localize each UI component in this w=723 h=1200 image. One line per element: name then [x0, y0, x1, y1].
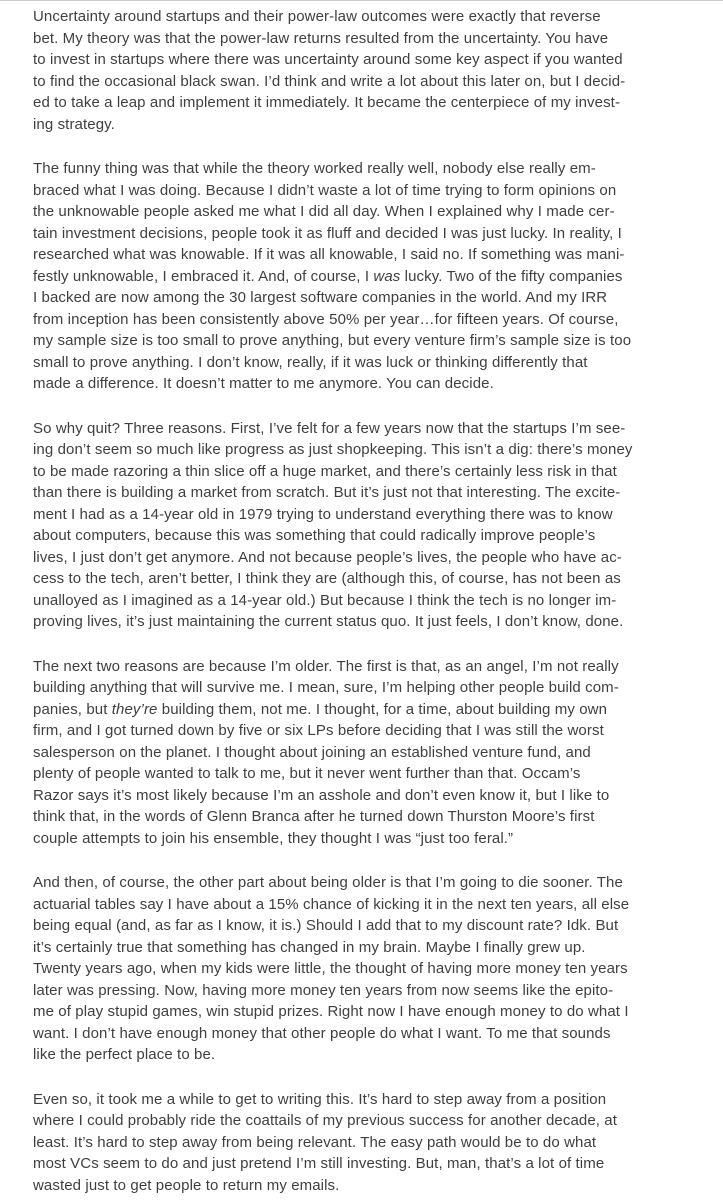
text-line: researched what was knowable. If it was all knowable, I said no. If something was mani-: [33, 246, 625, 263]
text-line: The funny thing was that while the theory worked really well, nobody else really em-: [33, 160, 596, 177]
text-line: from inception has been consistently above 50% per year…for fifteen years. Of course,: [33, 310, 619, 328]
text-line: small to prove anything. I don’t know, really, if it was luck or thinking differently that: [33, 353, 588, 371]
text-line: I backed are now among the 30 largest software companies in the world. And my IRR: [33, 289, 608, 306]
text-line: my sample size is too small to prove anything, but every venture firm’s sample size is too: [33, 332, 632, 349]
text-line: me of play stupid games, win stupid prizes. Right now I have enough money to do what I: [33, 1003, 629, 1020]
text-line: ing don’t seem so much like progress as just shopkeeping. This isn’t a dig: there’s money: [33, 441, 633, 458]
text-line: [33, 266, 703, 288]
text-line: building anything that will survive me. I mean, sure, I’m helping other people build com-: [33, 679, 619, 696]
text-segment: lucky. Two of the fifty companies: [400, 267, 623, 285]
text-line: cess to the tech, aren’t better, I think they are (although this, of course, has not been as: [33, 570, 621, 587]
text-line: plenty of people wanted to talk to me, but it never went further than that. Occam’s: [33, 765, 581, 782]
text-line: think that, in the words of Glenn Branca after he turned down Thurston Moore’s first: [33, 808, 595, 825]
text-line: proving lives, it’s just maintaining the current status quo. It just feels, I don’t know, done.: [33, 613, 624, 630]
text-line: salesperson on the planet. I thought about joining an established venture fund, and: [33, 743, 591, 761]
text-line: want. I don’t have enough money that other people do what I want. To me that sounds: [33, 1024, 611, 1042]
text-line: And then, of course, the other part about being older is that I’m going to die sooner. The: [33, 874, 623, 891]
italic-text: they’re: [111, 700, 158, 718]
article-body: [0, 1, 723, 1196]
text-line: least. It’s hard to step away from being relevant. The easy path would be to do what: [33, 1133, 597, 1151]
text-line: it’s certainly true that something has changed in my brain. Maybe I finally grew up.: [33, 938, 586, 956]
text-line: made a difference. It doesn’t matter to me anymore. You can decide.: [33, 375, 494, 392]
text-line: firm, and I got turned down by five or six LPs before deciding that I was still the worst: [33, 722, 604, 739]
text-line: lives, I just don’t get anymore. And not because people’s lives, the people who have ac-: [33, 548, 622, 566]
paragraph: [33, 418, 703, 633]
paragraph: [33, 158, 703, 395]
text-line: wasted just to get people to return my emails.: [33, 1176, 340, 1194]
paragraph: [33, 872, 703, 1066]
text-line: bet. My theory was that the power-law returns resulted from the uncertainty. You have: [33, 29, 609, 47]
text-line: where I could probably ride the coattails of my previous success for another decade, at: [33, 1112, 618, 1129]
text-line: Uncertainty around startups and their power-law outcomes were exactly that reverse: [33, 8, 601, 25]
text-line: than there is building a market from scratch. But it’s just not that interesting. The excite-: [33, 484, 621, 501]
text-line: like the perfect place to be.: [33, 1046, 216, 1063]
text-line: Even so, it took me a while to get to writing this. It’s hard to step away from a position: [33, 1090, 607, 1108]
text-line: most VCs seem to do and just pretend I’m still investing. But, man, that’s a lot of time: [33, 1155, 605, 1172]
text-line: The next two reasons are because I’m older. The first is that, as an angel, I’m not really: [33, 657, 619, 675]
text-line: tain investment decisions, people took it as fluff and decided I was just lucky. In reality, I: [33, 224, 622, 242]
text-line: So why quit? Three reasons. First, I’ve felt for a few years now that the startups I’m see-: [33, 419, 626, 437]
italic-text: was: [373, 267, 401, 285]
text-line: to find the occasional black swan. I’d think and write a lot about this later on, but I decid-: [33, 72, 626, 90]
text-line: ment I had as a 14-year old in 1979 trying to understand everything there was to know: [33, 505, 613, 523]
text-line: unalloyed as I imagined as a 14-year old.) But because I think the tech is no longer im-: [33, 591, 617, 609]
text-line: ing strategy.: [33, 115, 115, 133]
text-line: [33, 699, 703, 721]
text-line: being equal (and, as far as I know, it is.) Should I add that to my discount rate? Idk. But: [33, 917, 619, 934]
text-line: couple attempts to join his ensemble, they thought I was “just too feral.”: [33, 829, 514, 847]
paragraph: [33, 656, 703, 850]
paragraph: [33, 1089, 703, 1197]
text-line: ed to take a leap and implement it immediately. It became the centerpiece of my invest-: [33, 94, 621, 111]
paragraph: [33, 6, 703, 135]
text-line: to be made razoring a thin slice off a huge market, and there’s certainly less risk in that: [33, 462, 617, 480]
text-line: braced what I was doing. Because I didn’t waste a lot of time trying to form opinions on: [33, 181, 617, 199]
text-line: to invest in startups where there was uncertainty around some key aspect if you wanted: [33, 51, 623, 68]
text-segment: festly unknowable, I embraced it. And, of course, I: [33, 267, 374, 285]
text-line: Twenty years ago, when my kids were little, the thought of having more money ten years: [33, 960, 628, 977]
text-line: later was pressing. Now, having more money ten years from now seems like the epito-: [33, 981, 614, 999]
text-line: the unknowable people asked me what I did all day. When I explained why I made cer-: [33, 203, 615, 220]
text-segment: panies, but: [33, 700, 112, 718]
text-line: about computers, because this was something that could radically improve people’s: [33, 527, 596, 544]
text-segment: building them, not me. I thought, for a time, about building my own: [157, 700, 608, 718]
text-line: actuarial tables say I have about a 15% chance of kicking it in the next ten years, all else: [33, 895, 630, 913]
text-line: Razor says it’s most likely because I’m an asshole and don’t even know it, but I like to: [33, 786, 610, 804]
